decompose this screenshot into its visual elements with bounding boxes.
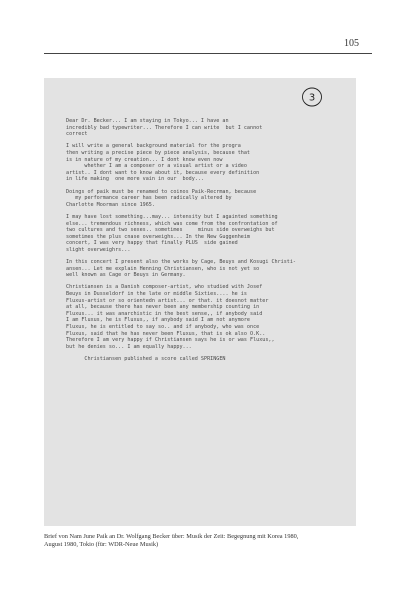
caption-line: August 1980, Tokio (für: WDR-Neue Musik) [44, 541, 159, 549]
letter-line: I will write a general background material for the progra [66, 143, 241, 150]
letter-line: Therefore I am very happy if Christiansen says he is or was Fluxus,, [66, 337, 275, 344]
letter-line: I am Fluxus, he is Fluxus,, if anybody said I am not anymore [66, 317, 251, 324]
letter-line: artist.. I dont want to know about it, because every definition [66, 169, 260, 176]
letter-line: then writing a precise piece by piece analysis, because that [66, 149, 251, 156]
letter-line: Christiansen published a score called SPRINGEN [66, 355, 226, 362]
letter-line: Doings of paik must be renamed to coinos Paik-Recrman, because [66, 188, 257, 195]
letter-line: but he denies so... I am equally happy... [66, 343, 192, 350]
letter-line: correct [66, 131, 88, 138]
letter-line: in life making one more vain in our body... [66, 176, 205, 183]
circled-number: 3 [308, 92, 316, 104]
letter-paragraph-moorman [66, 189, 342, 209]
letter-line: Beuys in Dusseldorf in the late or middle Sixties.... he is [66, 291, 247, 298]
letter-line: Christiansen is a Danish composer-artist, who studied with Josef [66, 284, 263, 291]
letter-line: slight overweighrs... [66, 246, 131, 253]
letter-line: well known as Cage or Beuys in Germany. [66, 272, 186, 279]
letter-line: I may have lost something...may... intensity but I againted something [66, 213, 278, 220]
letter-paragraph-springen [66, 356, 342, 363]
circled-number-mark [301, 86, 323, 108]
letter-line: Fluxus, he is entitled to say so.. and if anybody, who was once [66, 324, 260, 330]
letter-line: ansen... Let me explain Henning Christiansen, who is not yet so [66, 265, 260, 272]
letter-paragraph-cultures [66, 214, 342, 254]
letter-paragraph-background [66, 143, 342, 183]
letter-line: Charlotte Moorman since 1965. [66, 201, 155, 208]
figure-caption [44, 533, 374, 549]
page-number: 105 [344, 38, 359, 49]
caption-line: Brief von Nam June Paik an Dr. Wolfgang Becker über: Musik der Zeit: Begegnung mit Korea 1980, [44, 533, 299, 540]
letter-line: Fluxus-artist or so orientedn artist... or that. it doesnot matter [66, 297, 269, 304]
typewritten-letter [44, 78, 356, 526]
letter-paragraph-christiansen [66, 284, 342, 350]
letter-line: In this concert I present also the works by Cage, Beuys and Kosugi Christi- [66, 259, 297, 266]
letter-line: two cultures and two sexes.. sometimes minus side overweighs but [66, 227, 275, 234]
letter-line: Dear Dr. Becker... I am staying in Tokyo... I have an [66, 118, 229, 124]
letter-line: sometimes the plus cnase overweighs... In the New Guggenheim [66, 233, 251, 240]
letter-line: else... tremendous richness, which was come from the confrontation of [66, 220, 278, 227]
letter-paragraph-greeting [66, 118, 342, 138]
letter-paragraph-concert [66, 259, 342, 279]
letter-line: at all, because there has never been any membership counting in [66, 304, 260, 311]
letter-line: concert, I was very happy that finally PLUS side gained [66, 240, 238, 247]
letter-line: my performance career has been radically altered by [66, 195, 232, 202]
letter-line: incredibly bad typewriter... Therefore I can write but I cannot [66, 124, 263, 131]
letter-line: whether I am a composer or a visual artist or a video [66, 163, 247, 170]
header-rule [44, 53, 372, 54]
letter-line: is in nature of my creation... I dont know even now [66, 156, 223, 163]
letter-line: Fluxus... it was anarchistic in the best sense,, if anybody said [66, 310, 263, 317]
letter-line: Fluxus, said that he has never been Fluxus, that is ok also O.K.. [66, 330, 266, 337]
